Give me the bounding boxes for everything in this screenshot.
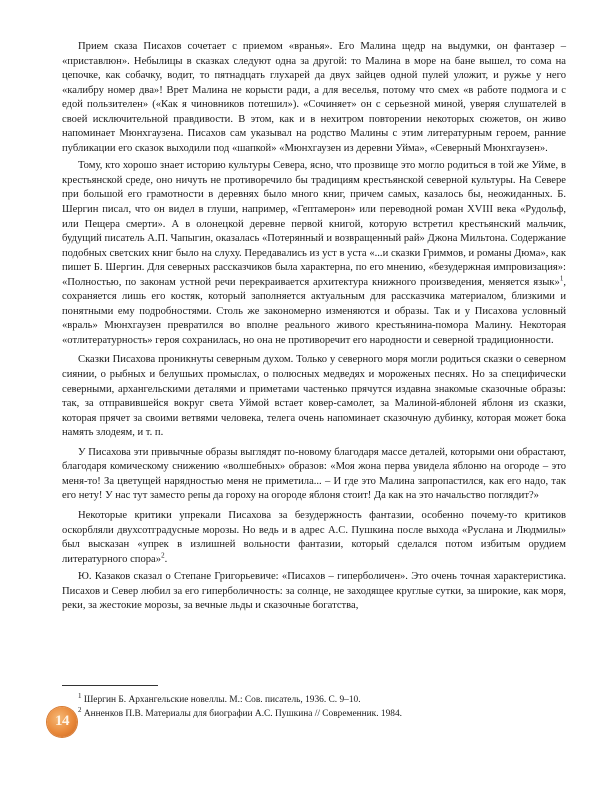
footnote-2: $^2$ Анненков П.В. Материалы для биографии А.С. Пушкина // Современник. 1984. [78, 705, 402, 719]
paragraph-6: Ю. Казаков сказал о Степане Григорьевиче: «Писахов – гиперболичен». Это очень точная характеристика. Писахов и Север любил за его гиперболичность: за солнце, не заходящее круглые сутки, за широкие, как моря, реки, за жестокие морозы, за вечные льды и сказочные богатства, [62, 571, 566, 612]
footnotes [78, 693, 568, 721]
paragraph-3: Сказки Писахова проникнуты северным духом. Только у северного моря могли родиться сказки о северном сиянии, о рыбных и белушьих промыслах, о полюсных медведях и мороженых песнях. Но за специфически северными, архангельскими деталями и приметами частенько прячутся издавна знакомые сказочные образы: так, за отправившейся вокруг света Уймой встает ковер-самолет, за Малиной-яблоней яблоня из сказки, которая прячет за своими ветвями человека, телега очень напоминает сказочную дубинку, которая может бока намять злодеям, и т. п. [62, 354, 566, 439]
paragraph-1: Прием сказа Писахов сочетает с приемом «вранья». Его Малина щедр на выдумки, он фантазер – «приставлюн». Небылицы в сказках следуют одна за другой: то Малина в море на бане вышел, то сома на цепочке, как собачку, водит, то пятнадцать глухарей да двух зайцев одной пулей уложит, и ружье у него «калибру номер два»! Врет Малина не корысти ради, а для веселья, потому что смех «в работе подмога и с едой пользителен» («Как я чиновников потешил»). «Сочиняет» он с серьезной миной, уверяя слушателей в своей исключительной правдивости. В этом, как и в нехитром повторении некоторых сюжетов, он живо напоминает Мюнхгаузена. Писахов сам указывал на родство Малины с этим литературным героем, ранние публикации его сказок выходили под «шапкой» «Мюнхгаузен из деревни Уйма», «Северный Мюнхгаузен». [62, 41, 566, 154]
page-number: 14 [55, 713, 69, 729]
footnote-1: $^1$ Шергин Б. Архангельские новеллы. М.: Сов. писатель, 1936. С. 9–10. [78, 691, 361, 705]
footnote-divider [62, 685, 158, 686]
footnote-ref-2: 2 [161, 551, 165, 560]
footnote-ref-1: 1 [559, 274, 564, 283]
paragraph-2: Тому, кто хорошо знает историю культуры Севера, ясно, что прозвище это могло родиться в той же Уйме, в крестьянской среде, оно ничуть не противоречило бы традициям крестьянской северной культуры. На Севере при большой его грамотности в деревнях было много книг, причем самых, казалось бы, неожиданных. Б. Шергин писал, что он видел в глуши, например, «Гептамерон» или переводной роман XVIII века «Рудольф, или Пещера смерти». А в олонецкой деревне первой книгой, которую встретил крестьянский мальчик, будущий писатель А.П. Чапыгин, оказалась «Потерянный и возвращенный рай» Джона Мильтона. Содержание подобных светских книг было на слуху. Передавались из уст в уста «...и сказки Гриммов, и романы Дюма», как пишет Б. Шергин. Для северных рассказчиков была характерна, по его мнению, «безудержная импровизация»: «Полностью, по законам устной речи перекраивается архитектура книжного произведения, меняется язык»$^1$, сохраняется лишь его костяк, который заполняется актуальным для рассказчика материалом, близкими и понятными ему подробностями. Столь же закономерно изменяются и образы. Так и у Писахова условный «враль» Мюнхгаузен превратился во вполне реального живого крестьянина-помора Малину. Некоторая «отлитературность» героя сохранилась, но она не противоречит его народности и северной традиционности. [62, 160, 566, 346]
paragraph-5: Некоторые критики упрекали Писахова за безудержность фантазии, особенно почему-то критиков оскорбляли двухсотградусные морозы. Но ведь и в адрес А.С. Пушкина после выхода «Руслана и Людмилы» был высказан «упрек в излишней вольности фантазии, который сделался потом избитым орудием литературного спора»$^2$. [62, 509, 566, 565]
page-number-badge [47, 707, 77, 737]
body-text [62, 40, 566, 617]
paragraph-4: У Писахова эти привычные образы выглядят по-новому благодаря массе деталей, которыми они обрастают, благодаря комическому снижению «волшебных» образов: «Моя жона перва увидела яблоню на огороде – это меня-то! За цветущей нарядностью меня не приметила... – И где это Малина запропастился, как его надо, так его нету! У нас тут заместо репы да гороху на огороде яблоня стоит! Да как на это начальство поглядит?» [62, 446, 566, 502]
